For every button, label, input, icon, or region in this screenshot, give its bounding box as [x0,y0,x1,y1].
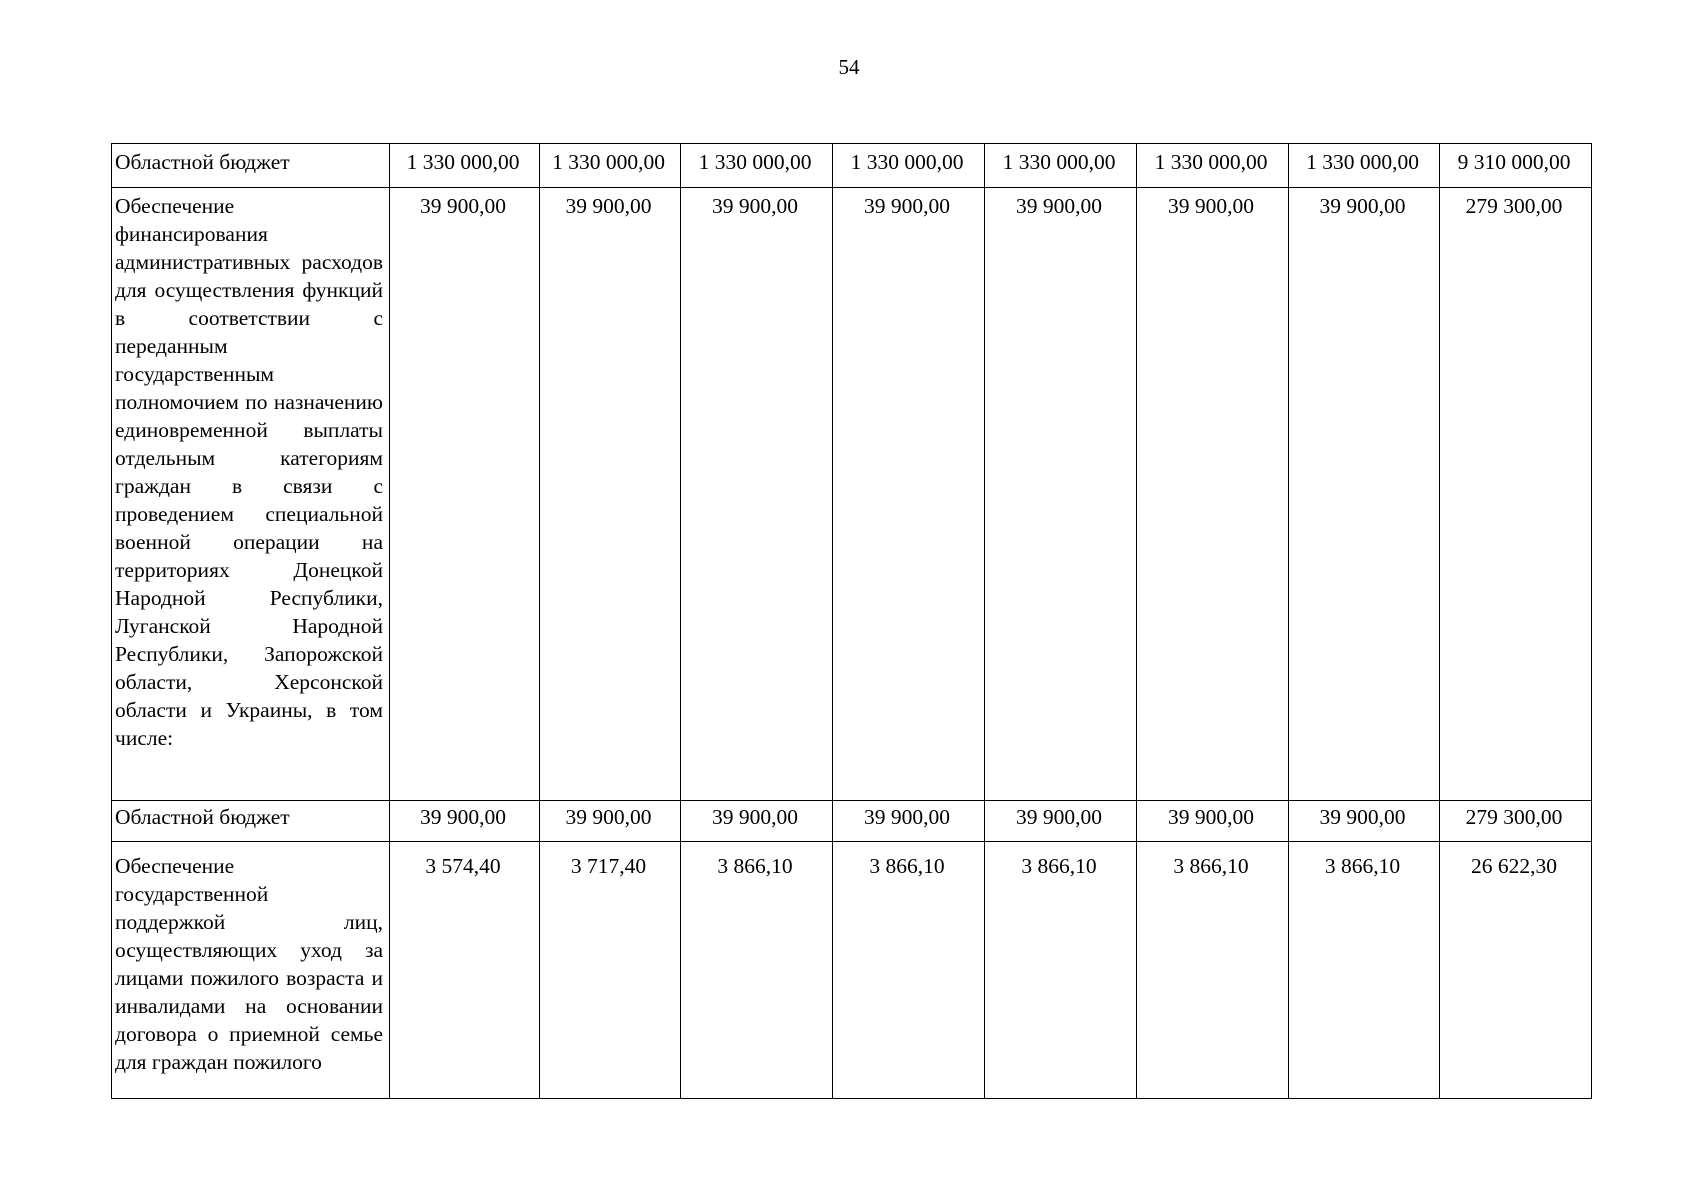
page-number: 54 [838,55,860,79]
value-cell: 39 900,00 [1137,801,1289,842]
total-cell: 26 622,30 [1440,842,1592,1099]
budget-table [111,143,1592,1099]
value-cell: 1 330 000,00 [833,144,985,188]
row-label: Обеспечение государственной поддержкой лиц, осуществляющих уход за лицами пожилого возраста и инвалидами на основании договора о приемной семье для граждан пожилого [112,842,390,1099]
row-label: Областной бюджет [112,144,390,188]
value-cell: 39 900,00 [985,188,1137,801]
value-cell: 39 900,00 [390,801,540,842]
table-row [112,842,1592,1099]
value-cell: 1 330 000,00 [390,144,540,188]
total-cell: 279 300,00 [1440,801,1592,842]
value-cell: 39 900,00 [681,188,833,801]
value-cell: 39 900,00 [681,801,833,842]
value-cell: 39 900,00 [985,801,1137,842]
total-cell: 279 300,00 [1440,188,1592,801]
table-row [112,801,1592,842]
value-cell: 39 900,00 [390,188,540,801]
value-cell: 39 900,00 [540,801,681,842]
value-cell: 39 900,00 [1289,801,1440,842]
value-cell: 39 900,00 [833,801,985,842]
table-row [112,144,1592,188]
row-label: Областной бюджет [112,801,390,842]
value-cell: 1 330 000,00 [540,144,681,188]
value-cell: 3 866,10 [833,842,985,1099]
value-cell: 39 900,00 [1289,188,1440,801]
value-cell: 3 866,10 [1289,842,1440,1099]
value-cell: 3 717,40 [540,842,681,1099]
value-cell: 1 330 000,00 [1289,144,1440,188]
value-cell: 3 574,40 [390,842,540,1099]
value-cell: 3 866,10 [1137,842,1289,1099]
value-cell: 39 900,00 [1137,188,1289,801]
value-cell: 3 866,10 [681,842,833,1099]
total-cell: 9 310 000,00 [1440,144,1592,188]
value-cell: 1 330 000,00 [1137,144,1289,188]
value-cell: 39 900,00 [540,188,681,801]
value-cell: 39 900,00 [833,188,985,801]
value-cell: 1 330 000,00 [985,144,1137,188]
value-cell: 3 866,10 [985,842,1137,1099]
value-cell: 1 330 000,00 [681,144,833,188]
row-label: Обеспечение финансирования административных расходов для осуществления функций в соответствии с переданным государственным полномочием по назначению единовременной выплаты отдельным категориям граждан в связи с проведением специальной военной операции на территориях Донецкой Народной Республики, Луганской Народной Республики, Запорожской области, Херсонской области и Украины, в том числе: [112,188,390,801]
table-row [112,188,1592,801]
